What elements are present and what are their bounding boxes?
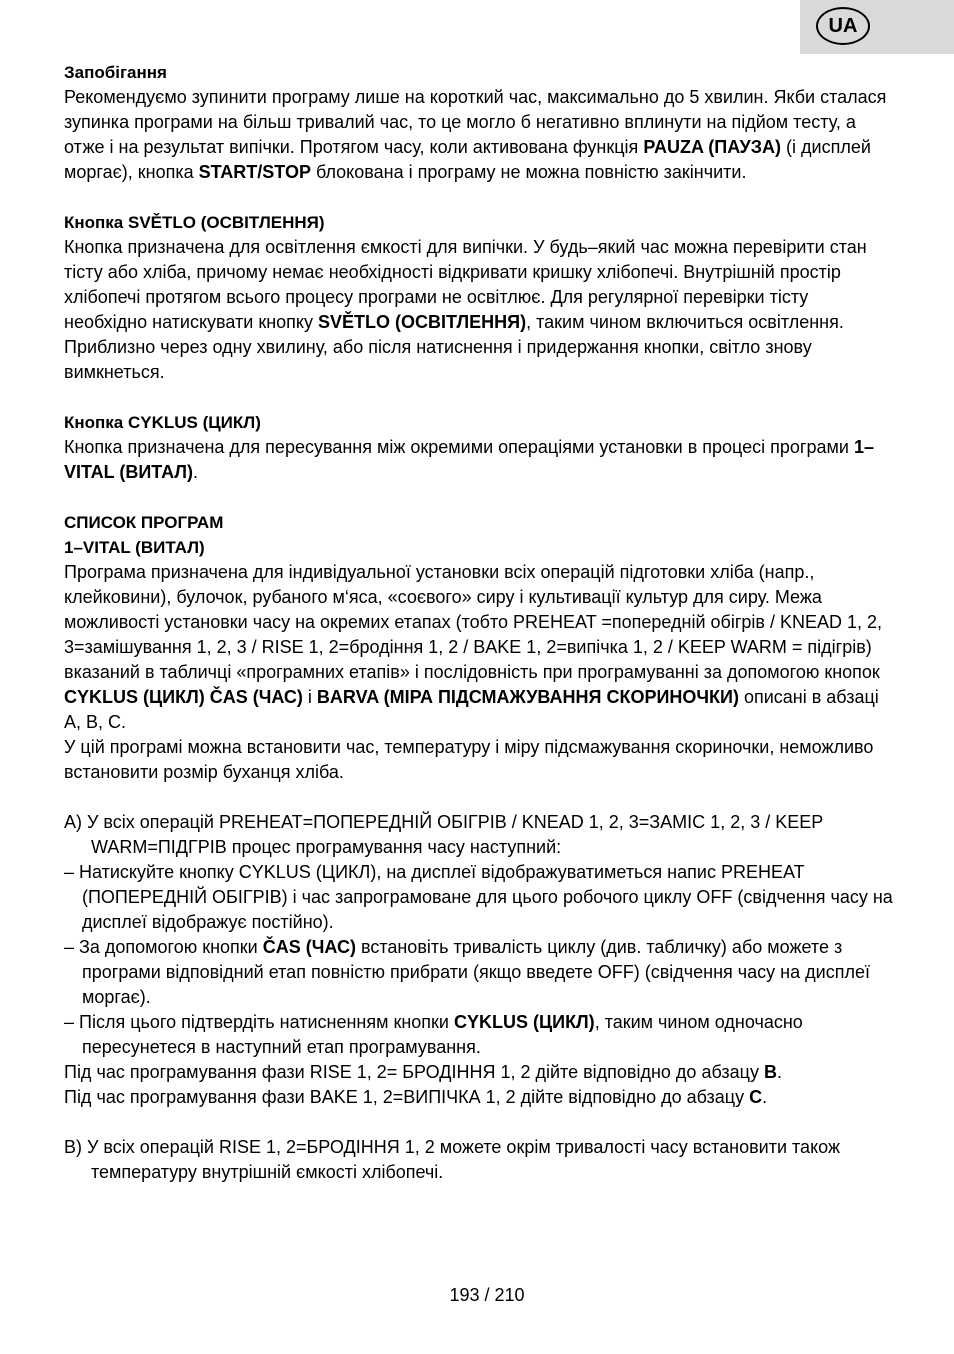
language-tab — [800, 0, 954, 54]
list-item: – За допомогою кнопки ČAS (ЧАС) встановіть тривалість циклу (див. табличку) або можете з програми відповідний етап повністю прибрати (якщо введете OFF) (свідчення часу на дисплеї моргає). — [64, 937, 870, 1007]
language-badge: UA — [816, 7, 870, 45]
paragraph-prevention: Рекомендуємо зупинити програму лише на короткий час, максимально до 5 хвилин. Якби сталася зупинка програми на більш тривалий час, то це могло б негативно вплинути на підйом тесту, а отже і на результат випічки. Протягом часу, коли активована функція PAUZA (ПАУЗА) (і дисплей моргає), кнопка START/STOP блокована і програму не можна повністю закінчити. — [64, 87, 887, 182]
section-heading-prevention: Запобігання — [64, 63, 167, 82]
page-content — [64, 60, 894, 1185]
paragraph-vital-settings: У цій програмі можна встановити час, температуру і міру підсмажування скориночки, неможливо встановити розмір буханця хліба. — [64, 737, 874, 782]
section-heading-light-button: Кнопка SVĚTLO (ОСВІТЛЕННЯ) — [64, 213, 325, 232]
paragraph-vital-description: Програма призначена для індивідуальної установки всіх операцій підготовки хліба (напр., клейковини), булочок, рубаного м‘яса, «соєвого» сиру і культивації культур для сиру. Межа можливості установки часу на окремих етапах (тобто PREHEAT =попередній обігрів / KNEAD 1, 2, 3=замішування 1, 2, 3 / RISE 1, 2=бродіння 1, 2 / BAKE 1, 2=випічка 1, 2 / KEEP WARM = підігрів) вказаний в табличці «програмних етапів» і послідовність при програмуванні за допомогою кнопок CYKLUS (ЦИКЛ) ČAS (ЧАС) і BARVA (МІРА ПІДСМАЖУВАННЯ СКОРИНОЧКИ) описані в абзаці А, В, С. — [64, 562, 883, 732]
paragraph-a-intro: А) У всіх операцій PREHEAT=ПОПЕРЕДНІЙ ОБІГРІВ / KNEAD 1, 2, 3=ЗАМІС 1, 2, 3 / KEEP WARM=ПІДГРІВ процес програмування часу наступний: — [64, 812, 823, 857]
list-item: – Натискуйте кнопку CYKLUS (ЦИКЛ), на дисплеї відображуватиметься напис PREHEAT (ПОПЕРЕДНІЙ ОБІГРІВ) і час запрограмоване для цього робочого циклу OFF (свідчення часу на дисплеї відображує постійно). — [64, 862, 893, 932]
paragraph-cycle-button: Кнопка призначена для пересування між окремими операціями установки в процесі програми 1–VITAL (ВИТАЛ). — [64, 437, 874, 482]
page-number: 193 / 210 — [449, 1285, 525, 1305]
section-heading-program-list: СПИСОК ПРОГРАМ — [64, 513, 224, 532]
section-heading-cycle-button: Кнопка CYKLUS (ЦИКЛ) — [64, 413, 261, 432]
section-subheading-vital: 1–VITAL (ВИТАЛ) — [64, 538, 205, 557]
paragraph-light-button: Кнопка призначена для освітлення ємкості для випічки. У будь–який час можна перевірити стан тісту або хліба, причому немає необхідності відкривати кришку хлібопечі. Внутрішній простір хлібопечі протягом всього процесу програми не освітлює. Для регулярної перевірки тісту необхідно натискувати кнопку SVĚTLO (ОСВІТЛЕННЯ), таким чином включиться освітлення. Приблизно через одну хвилину, або після натиснення і придержання кнопки, світло знову вимкнеться. — [64, 237, 867, 382]
paragraph-b-intro: В) У всіх операцій RISE 1, 2=БРОДІННЯ 1, 2 можете окрім тривалості часу встановити також температуру внутрішній ємкості хлібопечі. — [64, 1137, 840, 1182]
paragraph-bake-note: Під час програмування фази BAKE 1, 2=ВИПІЧКА 1, 2 дійте відповідно до абзацу C. — [64, 1087, 768, 1107]
list-item: – Після цього підтвердіть натисненням кнопки CYKLUS (ЦИКЛ), таким чином одночасно пересунетеся в наступний етап програмування. — [64, 1012, 803, 1057]
paragraph-rise-note: Під час програмування фази RISE 1, 2= БРОДІННЯ 1, 2 дійте відповідно до абзацу B. — [64, 1062, 782, 1082]
